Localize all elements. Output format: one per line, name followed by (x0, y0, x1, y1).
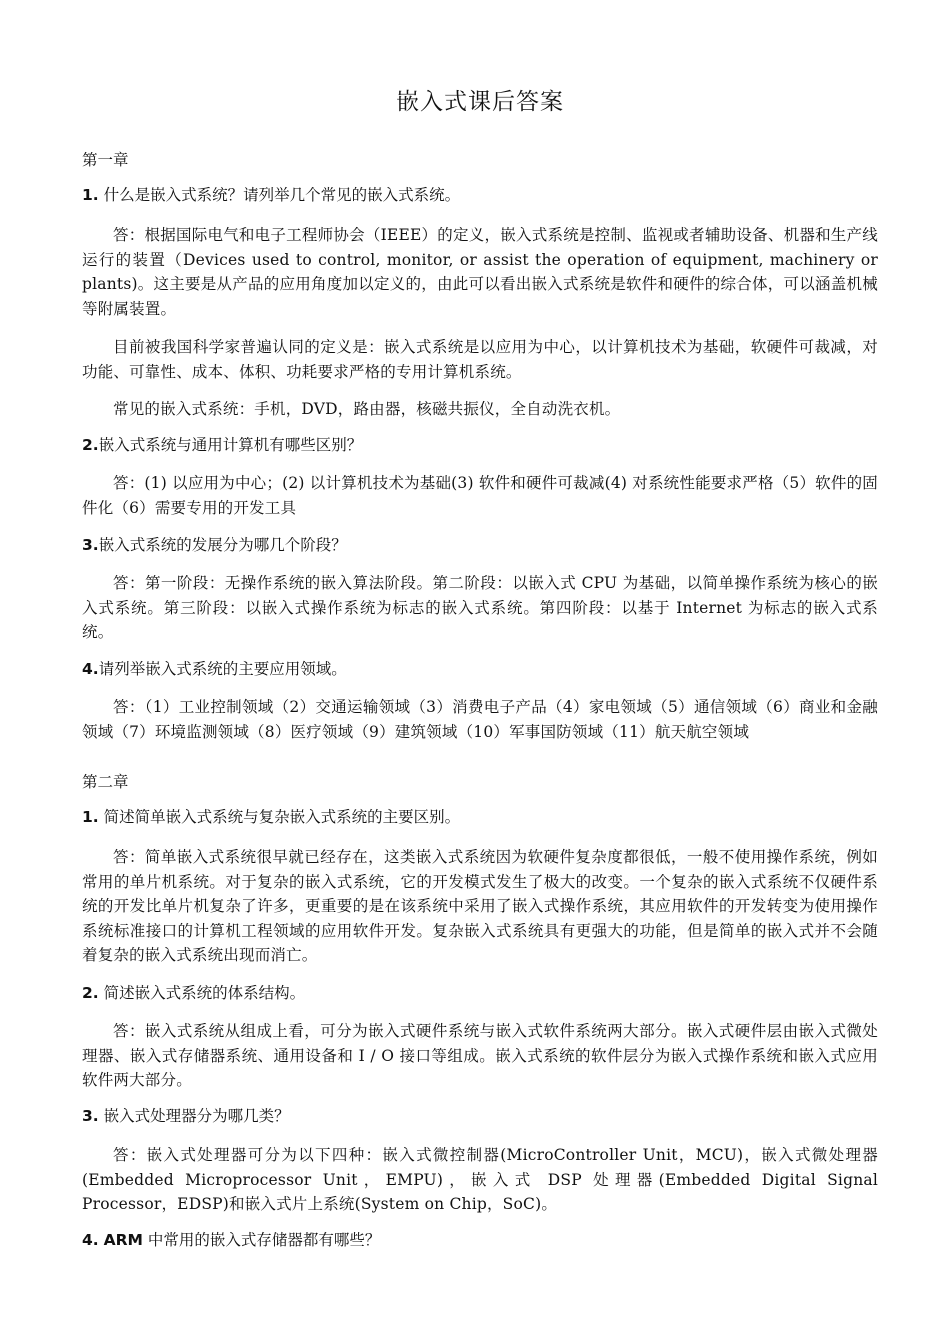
answer-paragraph: 答：(1) 以应用为中心；(2) 以计算机技术为基础(3) 软件和硬件可裁减(4) 对系统性能要求严格（5）软件的固件化（6）需要专用的开发工具 (82, 474, 878, 517)
question-number: 4. (82, 660, 99, 678)
answer-paragraph: 答：嵌入式系统从组成上看，可分为嵌入式硬件系统与嵌入式软件系统两大部分。嵌入式硬件层由嵌入式微处理器、嵌入式存储器系统、通用设备和 I / O 接口等组成。嵌入式系统的软件层分为嵌入式操作系统和嵌入式应用软件两大部分。 (82, 1022, 878, 1089)
answer-paragraph: 常见的嵌入式系统：手机，DVD，路由器，核磁共振仪，全自动洗衣机。 (113, 400, 621, 418)
question-text: 嵌入式系统的发展分为哪几个阶段？ (98, 536, 347, 554)
question-number: 3. (82, 536, 99, 554)
answer-paragraph: 答：（1）工业控制领域（2）交通运输领域（3）消费电子产品（4）家电领域（5）通信领域（6）商业和金融领域（7）环境监测领域（8）医疗领域（9）建筑领域（10）军事国防领域（11）航天航空领域 (82, 698, 878, 741)
question-keyword: ARM (103, 1231, 143, 1249)
answer-paragraph: 答：嵌入式处理器可分为以下四种：嵌入式微控制器(MicroController Unit，MCU)，嵌入式微处理器(Embedded Microprocessor Unit，EMPU)，嵌入式 DSP 处理器(Embedded Digital Signal Processor，EDSP)和嵌入式片上系统(System on Chip，SoC)。 (82, 1146, 878, 1213)
question-text: 嵌入式处理器分为哪几类？ (98, 1107, 290, 1125)
question-heading (82, 184, 878, 206)
question-number: 1. (82, 808, 99, 826)
question-number: 3. (82, 1107, 99, 1125)
question-text: 中常用的嵌入式存储器都有哪些？ (142, 1231, 381, 1249)
question-heading (82, 1229, 878, 1251)
question-heading (82, 982, 878, 1004)
question-heading (82, 534, 878, 556)
question-heading (82, 658, 878, 680)
answer-paragraph: 答：简单嵌入式系统很早就已经存在，这类嵌入式系统因为软硬件复杂度都很低，一般不使用操作系统，例如常用的单片机系统。对于复杂的嵌入式系统，它的开发模式发生了极大的改变。一个复杂的嵌入式系统不仅硬件系统的开发比单片机复杂了许多，更重要的是在该系统中采用了嵌入式操作系统，其应用软件的开发转变为使用操作系统标准接口的计算机工程领域的应用软件开发。复杂嵌入式系统具有更强大的功能，但是简单的嵌入式并不会随着复杂的嵌入式系统出现而消亡。 (82, 848, 878, 964)
question-heading (82, 806, 878, 828)
answer-paragraph: 答：第一阶段：无操作系统的嵌入算法阶段。第二阶段：以嵌入式 CPU 为基础，以简单操作系统为核心的嵌入式系统。第三阶段：以嵌入式操作系统为标志的嵌入式系统。第四阶段：以基于 Internet 为标志的嵌入式系统。 (82, 574, 878, 641)
chapter-heading: 第二章 (82, 773, 129, 791)
question-text: 嵌入式系统与通用计算机有哪些区别？ (98, 436, 363, 454)
question-heading (82, 434, 878, 456)
question-heading (82, 1105, 878, 1127)
answer-paragraph: 答：根据国际电气和电子工程师协会（IEEE）的定义，嵌入式系统是控制、监视或者辅助设备、机器和生产线运行的装置（Devices used to control, monitor, or assist the operation of equipment, machinery or plants)。这主要是从产品的应用角度加以定义的，由此可以看出嵌入式系统是软件和硬件的综合体，可以涵盖机械等附属装置。 (82, 226, 878, 318)
question-number: 2. (82, 436, 99, 454)
chapter-heading: 第一章 (82, 151, 129, 169)
question-number: 2. (82, 984, 99, 1002)
question-text: 请列举嵌入式系统的主要应用领域。 (98, 660, 347, 678)
question-text: 简述嵌入式系统的体系结构。 (98, 984, 306, 1002)
document-title: 嵌入式课后答案 (396, 89, 564, 115)
question-text: 简述简单嵌入式系统与复杂嵌入式系统的主要区别。 (98, 808, 461, 826)
question-text: 什么是嵌入式系统？请列举几个常见的嵌入式系统。 (98, 186, 461, 204)
answer-paragraph: 目前被我国科学家普遍认同的定义是：嵌入式系统是以应用为中心，以计算机技术为基础，软硬件可裁减，对功能、可靠性、成本、体积、功耗要求严格的专用计算机系统。 (82, 338, 878, 381)
question-number: 4. (82, 1231, 99, 1249)
question-number: 1. (82, 186, 99, 204)
